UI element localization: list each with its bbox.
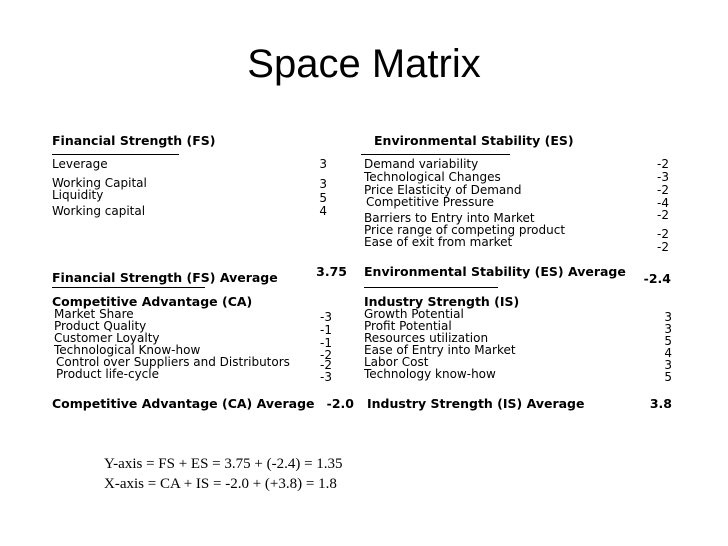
ca-item-label: Customer Loyalty xyxy=(54,331,160,345)
fs-heading-rule xyxy=(52,154,179,155)
is-item-label: Labor Cost xyxy=(364,355,429,369)
es-heading: Environmental Stability (ES) xyxy=(374,133,574,148)
es-average-label: Environmental Stability (ES) Average xyxy=(364,264,626,279)
slide-title: Space Matrix xyxy=(247,42,481,86)
es-average-value: -2.4 xyxy=(643,271,671,286)
es-item-label: Price range of competing product xyxy=(364,223,566,237)
is-item-value: 4 xyxy=(664,346,672,360)
ca-item-label: Product Quality xyxy=(54,319,147,333)
ca-heading: Competitive Advantage (CA) xyxy=(52,294,253,309)
is-separator-rule xyxy=(364,287,498,288)
is-item-label: Technology know-how xyxy=(364,367,496,381)
es-item-value: -2 xyxy=(657,183,669,197)
ca-item-value: -3 xyxy=(320,370,332,384)
is-item-label: Ease of Entry into Market xyxy=(364,343,516,357)
ca-item-value: -3 xyxy=(320,310,332,324)
fs-item-value: 4 xyxy=(319,204,327,218)
fs-item-value: 3 xyxy=(319,157,327,171)
es-item-value: -2 xyxy=(657,208,669,222)
es-item-label: Ease of exit from market xyxy=(364,235,513,249)
is-item-label: Profit Potential xyxy=(364,319,452,333)
fs-item-value: 3 xyxy=(319,177,327,191)
is-item-label: Resources utilization xyxy=(364,331,489,345)
is-item-value: 5 xyxy=(664,334,672,348)
x-axis-formula: X-axis = CA + IS = -2.0 + (+3.8) = 1.8 xyxy=(104,476,337,492)
ca-item-value: -1 xyxy=(320,323,332,337)
es-item-label: Demand variability xyxy=(364,157,479,171)
is-heading: Industry Strength (IS) xyxy=(364,294,520,309)
fs-average-label: Financial Strength (FS) Average xyxy=(52,270,278,285)
es-item-label: Barriers to Entry into Market xyxy=(364,211,535,225)
es-item-value: -3 xyxy=(657,170,669,184)
es-item-value: -2 xyxy=(657,227,669,241)
fs-item-label: Liquidity xyxy=(52,188,104,202)
fs-item-label: Leverage xyxy=(52,157,108,171)
is-item-value: 3 xyxy=(664,310,672,324)
es-item-value: -4 xyxy=(657,196,669,210)
is-item-value: 3 xyxy=(664,322,672,336)
es-heading-rule xyxy=(361,154,510,155)
es-item-label: Competitive Pressure xyxy=(366,195,495,209)
fs-average-value: 3.75 xyxy=(316,264,347,279)
fs-item-label: Working Capital xyxy=(52,176,147,190)
ca-item-value: -2 xyxy=(320,358,332,372)
is-average-value: 3.8 xyxy=(649,396,672,411)
fs-heading: Financial Strength (FS) xyxy=(52,133,216,148)
es-item-label: Technological Changes xyxy=(364,170,501,184)
is-item-label: Growth Potential xyxy=(364,307,464,321)
fs-item-label: Working capital xyxy=(52,204,146,218)
ca-average-value: -2.0 xyxy=(326,396,354,411)
y-axis-formula: Y-axis = FS + ES = 3.75 + (-2.4) = 1.35 xyxy=(104,456,343,472)
ca-average-label: Competitive Advantage (CA) Average xyxy=(52,396,315,411)
es-item-label: Price Elasticity of Demand xyxy=(364,183,522,197)
es-item-value: -2 xyxy=(657,157,669,171)
ca-item-value: -2 xyxy=(320,348,332,362)
ca-separator-rule xyxy=(52,287,205,288)
ca-item-label: Control over Suppliers and Distributors xyxy=(56,355,290,369)
is-item-value: 3 xyxy=(664,358,672,372)
ca-item-label: Product life-cycle xyxy=(56,367,159,381)
ca-item-value: -1 xyxy=(320,336,332,350)
is-item-value: 5 xyxy=(664,370,672,384)
is-average-label: Industry Strength (IS) Average xyxy=(367,396,585,411)
ca-item-label: Market Share xyxy=(54,307,134,321)
fs-item-value: 5 xyxy=(319,191,327,205)
ca-item-label: Technological Know-how xyxy=(54,343,201,357)
es-item-value: -2 xyxy=(657,240,669,254)
